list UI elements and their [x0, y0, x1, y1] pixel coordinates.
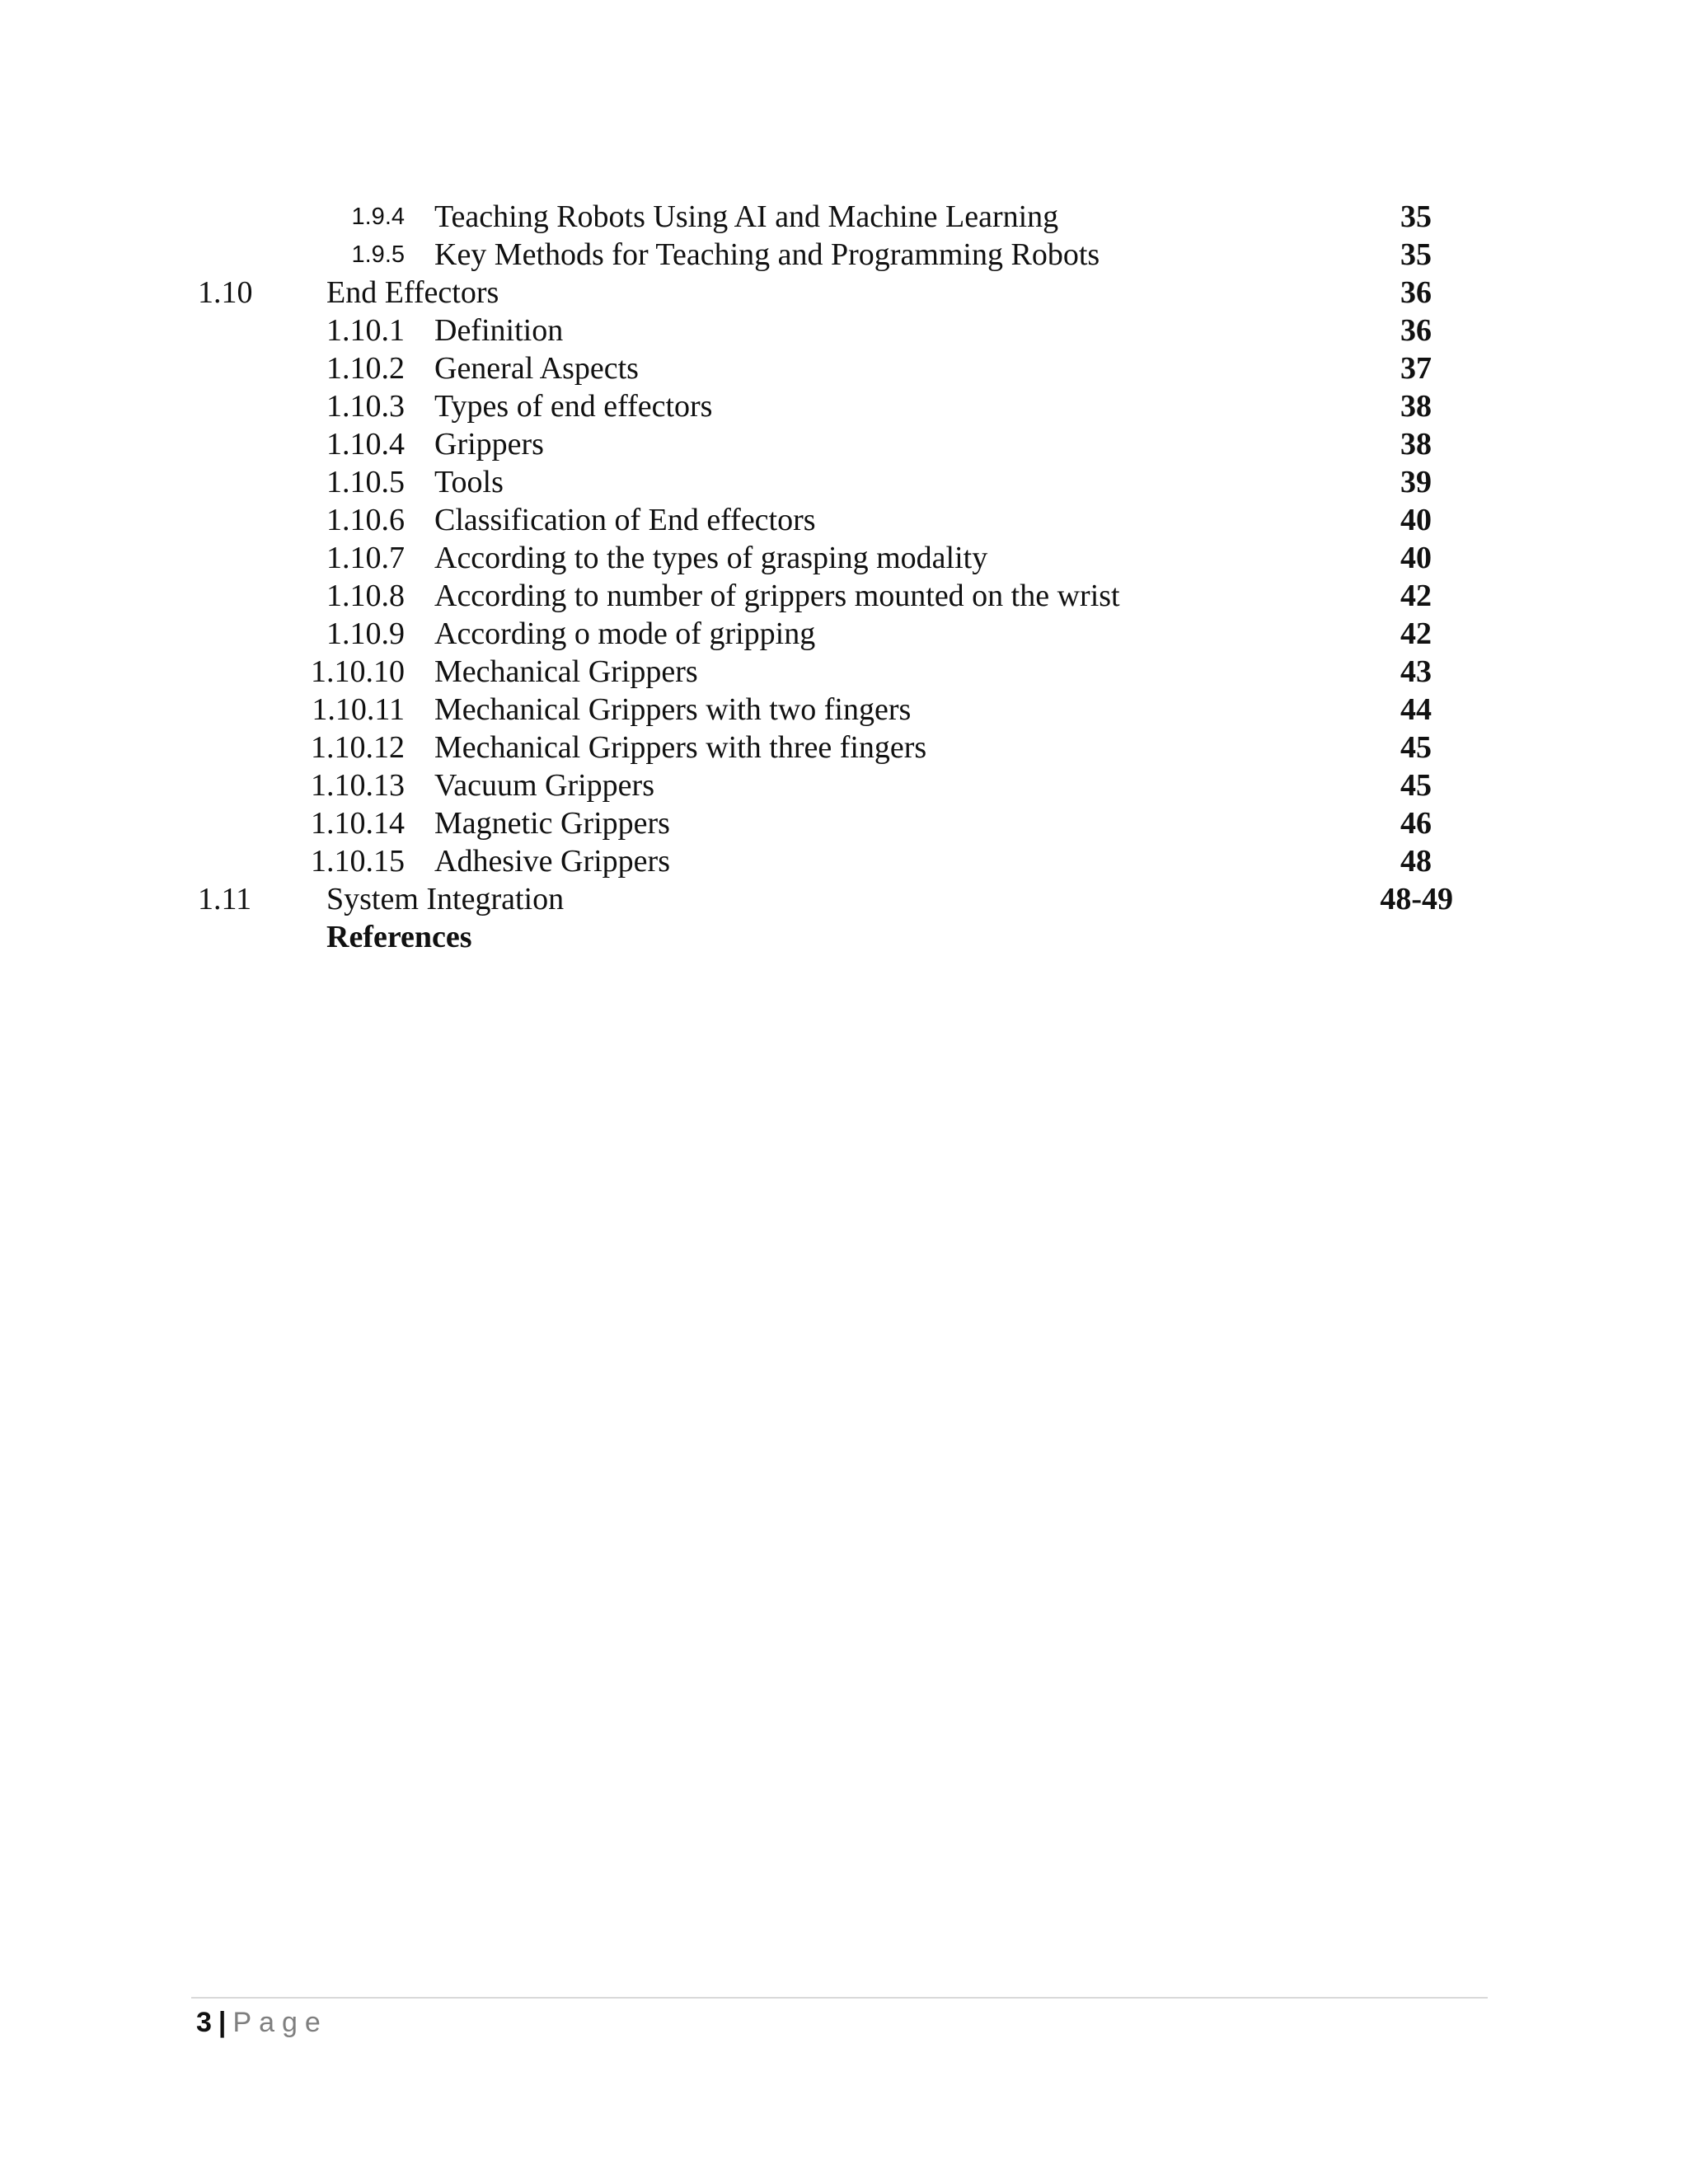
toc-entry-page: 35 [1400, 237, 1432, 272]
toc-entry-page: 42 [1400, 616, 1432, 651]
toc-entry-number: 1.10.2 [326, 351, 405, 386]
toc-row [0, 653, 1688, 691]
toc-entry-page: 48-49 [1380, 882, 1453, 916]
toc-entry-page: 45 [1400, 730, 1432, 765]
toc-entry-title: References [326, 920, 472, 954]
toc-entry-title: Mechanical Grippers with three fingers [434, 730, 927, 765]
toc-entry-page: 38 [1400, 427, 1432, 462]
toc-entry-page: 40 [1400, 503, 1432, 537]
toc-entry-title: Definition [434, 313, 564, 348]
toc-entry-title: According o mode of gripping [434, 616, 816, 651]
toc-entry-number: 1.10.12 [311, 730, 405, 765]
toc-entry-page: 44 [1400, 692, 1432, 727]
toc-entry-title: Types of end effectors [434, 389, 713, 424]
toc-entry-page: 43 [1400, 654, 1432, 689]
toc-entry-title: End Effectors [326, 275, 499, 310]
toc-entry-title: Mechanical Grippers [434, 654, 698, 689]
toc-row [0, 425, 1688, 463]
toc-row [0, 387, 1688, 425]
toc-entry-title: Mechanical Grippers with two fingers [434, 692, 912, 727]
toc-row [0, 501, 1688, 539]
toc-row [0, 463, 1688, 501]
toc-row [0, 312, 1688, 349]
toc-row [0, 615, 1688, 653]
toc-entry-title: General Aspects [434, 351, 639, 386]
toc-entry-page: 38 [1400, 389, 1432, 424]
page-number: 3 [196, 2007, 212, 2038]
toc-entry-number: 1.10.5 [326, 465, 405, 499]
footer-divider [191, 1997, 1488, 1999]
toc-entry-title: Grippers [434, 427, 544, 462]
toc-entry-page: 37 [1400, 351, 1432, 386]
toc-row [0, 766, 1688, 804]
toc-row [0, 918, 1688, 956]
toc-entry-number: 1.10 [198, 275, 253, 310]
toc-row [0, 691, 1688, 729]
toc-entry-title: Vacuum Grippers [434, 768, 654, 803]
toc-entry-number: 1.10.7 [326, 541, 405, 575]
toc-entry-title: Teaching Robots Using AI and Machine Learning [434, 199, 1059, 234]
toc-row [0, 842, 1688, 880]
table-of-contents [0, 198, 1688, 956]
toc-entry-page: 39 [1400, 465, 1432, 499]
toc-entry-number: 1.10.13 [311, 768, 405, 803]
toc-entry-title: Magnetic Grippers [434, 806, 670, 841]
toc-row [0, 274, 1688, 312]
toc-row [0, 539, 1688, 577]
toc-row [0, 349, 1688, 387]
toc-row [0, 804, 1688, 842]
toc-entry-page: 40 [1400, 541, 1432, 575]
toc-entry-title: According to number of grippers mounted on the wrist [434, 579, 1120, 613]
toc-row [0, 880, 1688, 918]
toc-entry-page: 46 [1400, 806, 1432, 841]
toc-entry-page: 35 [1400, 199, 1432, 234]
toc-entry-page: 45 [1400, 768, 1432, 803]
toc-entry-number: 1.10.14 [311, 806, 405, 841]
toc-entry-number: 1.10.15 [311, 844, 405, 879]
toc-entry-number: 1.9.5 [351, 241, 405, 268]
toc-entry-title: Adhesive Grippers [434, 844, 670, 879]
toc-entry-page: 36 [1400, 275, 1432, 310]
toc-entry-title: Classification of End effectors [434, 503, 816, 537]
toc-entry-number: 1.11 [198, 882, 252, 916]
toc-entry-number: 1.10.8 [326, 579, 405, 613]
page-footer [196, 2004, 328, 2041]
toc-entry-title: Tools [434, 465, 504, 499]
toc-entry-page: 48 [1400, 844, 1432, 879]
toc-entry-number: 1.10.3 [326, 389, 405, 424]
toc-entry-number: 1.10.10 [311, 654, 405, 689]
page-label: Page [232, 2007, 328, 2038]
toc-entry-number: 1.10.1 [326, 313, 405, 348]
toc-entry-page: 42 [1400, 579, 1432, 613]
toc-entry-number: 1.10.4 [326, 427, 405, 462]
toc-entry-title: According to the types of grasping modality [434, 541, 988, 575]
toc-entry-title: System Integration [326, 882, 565, 916]
toc-entry-title: Key Methods for Teaching and Programming Robots [434, 237, 1100, 272]
toc-entry-page: 36 [1400, 313, 1432, 348]
toc-row [0, 729, 1688, 766]
toc-entry-number: 1.10.9 [326, 616, 405, 651]
toc-row [0, 198, 1688, 236]
toc-entry-number: 1.9.4 [351, 204, 405, 230]
toc-row [0, 236, 1688, 274]
toc-row [0, 577, 1688, 615]
footer-separator: | [218, 2007, 227, 2038]
toc-entry-number: 1.10.11 [312, 692, 405, 727]
toc-entry-number: 1.10.6 [326, 503, 405, 537]
